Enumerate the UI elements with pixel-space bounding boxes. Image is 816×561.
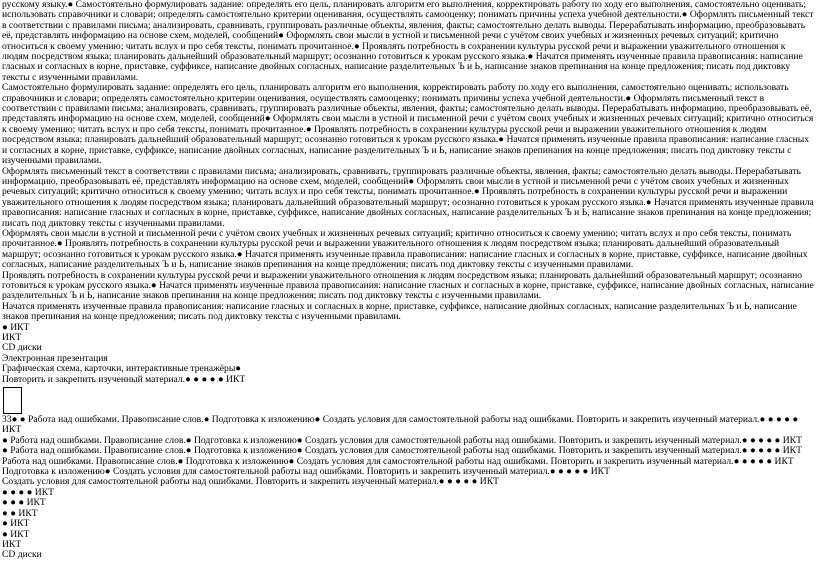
- lesson-line: Создать условия для самостоятельной работы над ошибками. Повторить и закрепить изученный материал.● ● ● ● ● ИКТ: [2, 476, 499, 488]
- objectives-paragraph-4: Оформлять свои мысли в устной и письменной речи с учётом своих учебных и жизненных речевых ситуаций; критично относиться к своему умению; читать вслух и про себя тексты, понимать прочитанное.● Проявлять потребность в сохранении культуры русской речи и выражении уважительного отношения к людям посредством языка; планировать дальнейший образовательный маршрут; осознанно готовиться к урокам русского языка.● Начатся применять изученные правила правописания: написание гласных и согласных в корне, приставке, суффиксе, написание двойных согласных, написание разделительных Ъ и Ь, написание знаков препинания на конце предложения; писать под диктовку тексты с изученными правилами.: [2, 227, 808, 271]
- lesson-line: ● Работа над ошибками. Правописание слов.● Подготовка к изложению● Создать условия для самостоятельной работы над ошибками. Повторить и закрепить изученный материал.● ● ● ● ● ИКТ: [2, 434, 802, 446]
- lesson-line: ● ● ИКТ: [2, 507, 38, 519]
- lesson-line: Работа над ошибками. Правописание слов.● Подготовка к изложению● Создать условия для самостоятельной работы над ошибками. Повторить и закрепить изученный материал.● ● ● ● ● ИКТ: [2, 455, 794, 467]
- resource-line: ● ИКТ: [2, 321, 30, 333]
- objectives-paragraph-1: русскому языку.● Самостоятельно формулировать задание: определять его цель, планировать алгоритм его выполнения, корректировать работу по ходу его выполнения, самостоятельно оценивать; использовать справочники и словари; определять самостоятельно критерии оценивания, осуществлять самооценку; понимать причины успеха учебной деятельности.● Оформлять письменный текст в соответствии с правилами письма; анализировать, сравнивать, группировать различные объекты, явления, факты; самостоятельно делать выводы. Перерабатывать информацию, преобразовывать её, представлять информацию на основе схем, моделей, сообщений● Оформлять свои мысли в устной и письменной речи с учётом своих учебных и жизненных речевых ситуаций; критично относиться к своему умению; читать вслух и про себя тексты, понимать прочитанное.● Проявлять потребность в сохранении культуры русской речи и выражении уважительного отношения к людям посредством языка; планировать дальнейший образовательный маршрут; осознанно готовиться к урокам русского языка.● Начатся применять изученные правила правописания: написание гласных и согласных в корне, приставке, суффиксе, написание двойных согласных, написание разделительных Ъ и Ь, написание знаков препинания на конце предложения; писать под диктовку тексты с изученными правилами.: [2, 0, 814, 83]
- lesson-line: ● ● ● ИКТ: [2, 497, 46, 509]
- lesson-line: ● ИКТ: [2, 518, 30, 530]
- objectives-paragraph-6: Начатся применять изученные правила правописания: написание гласных и согласных в корне, приставке, суффиксе, написание двойных согласных, написание разделительных Ъ и Ь, написание знаков препинания на конце предложения; писать под диктовку тексты с изученными правилами.: [2, 300, 797, 323]
- lesson-line: ● ИКТ: [2, 528, 30, 540]
- lesson-line: ● ● ● ● ИКТ: [2, 486, 54, 498]
- resource-line: Электронная презентация: [2, 352, 108, 364]
- lesson-line: 33● ● Работа над ошибками. Правописание слов.● Подготовка к изложению● Создать условия для самостоятельной работы над ошибками. Повторить и закрепить изученный материал.● ● ● ● ● ИКТ: [2, 414, 799, 436]
- lesson-line: CD диски: [2, 549, 42, 561]
- lesson-line: ● Работа над ошибками. Правописание слов.● Подготовка к изложению● Создать условия для самостоятельной работы над ошибками. Повторить и закрепить изученный материал.● ● ● ● ● ИКТ: [2, 445, 802, 457]
- resource-line: CD диски: [2, 342, 42, 354]
- resource-line: ИКТ: [2, 332, 22, 343]
- lesson-line: ИКТ: [2, 538, 22, 550]
- resource-line: Графическая схема, карточки, интерактивные тренажёры●: [2, 363, 242, 375]
- objectives-paragraph-3: Оформлять письменный текст в соответствии с правилами письма; анализировать, сравнивать, группировать различные объекты, явления, факты; самостоятельно делать выводы. Перерабатывать информацию, преобразовывать её, представлять информацию на основе схем, моделей, сообщений● Оформлять свои мысли в устной и письменной речи с учётом своих учебных и жизненных речевых ситуаций; критично относиться к своему умению; читать вслух и про себя тексты, понимать прочитанное.● Проявлять потребность в сохранении культуры русской речи и выражении уважительного отношения к людям посредством языка; планировать дальнейший образовательный маршрут; осознанно готовиться к урокам русского языка.● Начатся применять изученные правила правописания: написание гласных и согласных в корне, приставке, суффиксе, написание двойных согласных, написание разделительных Ъ и Ь, написание знаков препинания на конце предложения; писать под диктовку тексты с изученными правилами.: [2, 165, 814, 229]
- empty-table-cell: [3, 387, 22, 414]
- objectives-paragraph-2: Самостоятельно формулировать задание: определять его цель, планировать алгоритм его выполнения, корректировать работу по ходу его выполнения, самостоятельно оценивать; использовать справочники и словари; определять самостоятельно критерии оценивания, осуществлять самооценку; понимать причины успеха учебной деятельности.● Оформлять письменный текст в соответствии с правилами письма; анализировать, сравнивать, группировать различные объекты, явления, факты; самостоятельно делать выводы. Перерабатывать информацию, преобразовывать её, представлять информацию на основе схем, моделей, сообщений● Оформлять свои мысли в устной и письменной речи с учётом своих учебных и жизненных речевых ситуаций; критично относиться к своему умению; читать вслух и про себя тексты, понимать прочитанное.● Проявлять потребность в сохранении культуры русской речи и выражении уважительного отношения к людям посредством языка; планировать дальнейший образовательный маршрут; осознанно готовиться к урокам русского языка.● Начатся применять изученные правила правописания: написание гласных и согласных в корне, приставке, суффиксе, написание двойных согласных, написание разделительных Ъ и Ь, написание знаков препинания на конце предложения; писать под диктовку тексты с изученными правилами.: [2, 82, 814, 167]
- objectives-paragraph-5: Проявлять потребность в сохранении культуры русской речи и выражении уважительного отношения к людям посредством языка; планировать дальнейший образовательный маршрут; осознанно готовиться к урокам русского языка.● Начатся применять изученные правила правописания: написание гласных и согласных в корне, приставке, суффиксе, написание двойных согласных, написание разделительных Ъ и Ь, написание знаков препинания на конце предложения; писать под диктовку тексты с изученными правилами.: [2, 269, 814, 302]
- lesson-line: Подготовка к изложению● Создать условия для самостоятельной работы над ошибками. Повторить и закрепить изученный материал.● ● ● ● ● ИКТ: [2, 466, 610, 478]
- resource-line: Повторить и закрепить изученный материал.● ● ● ● ● ИКТ: [2, 373, 246, 385]
